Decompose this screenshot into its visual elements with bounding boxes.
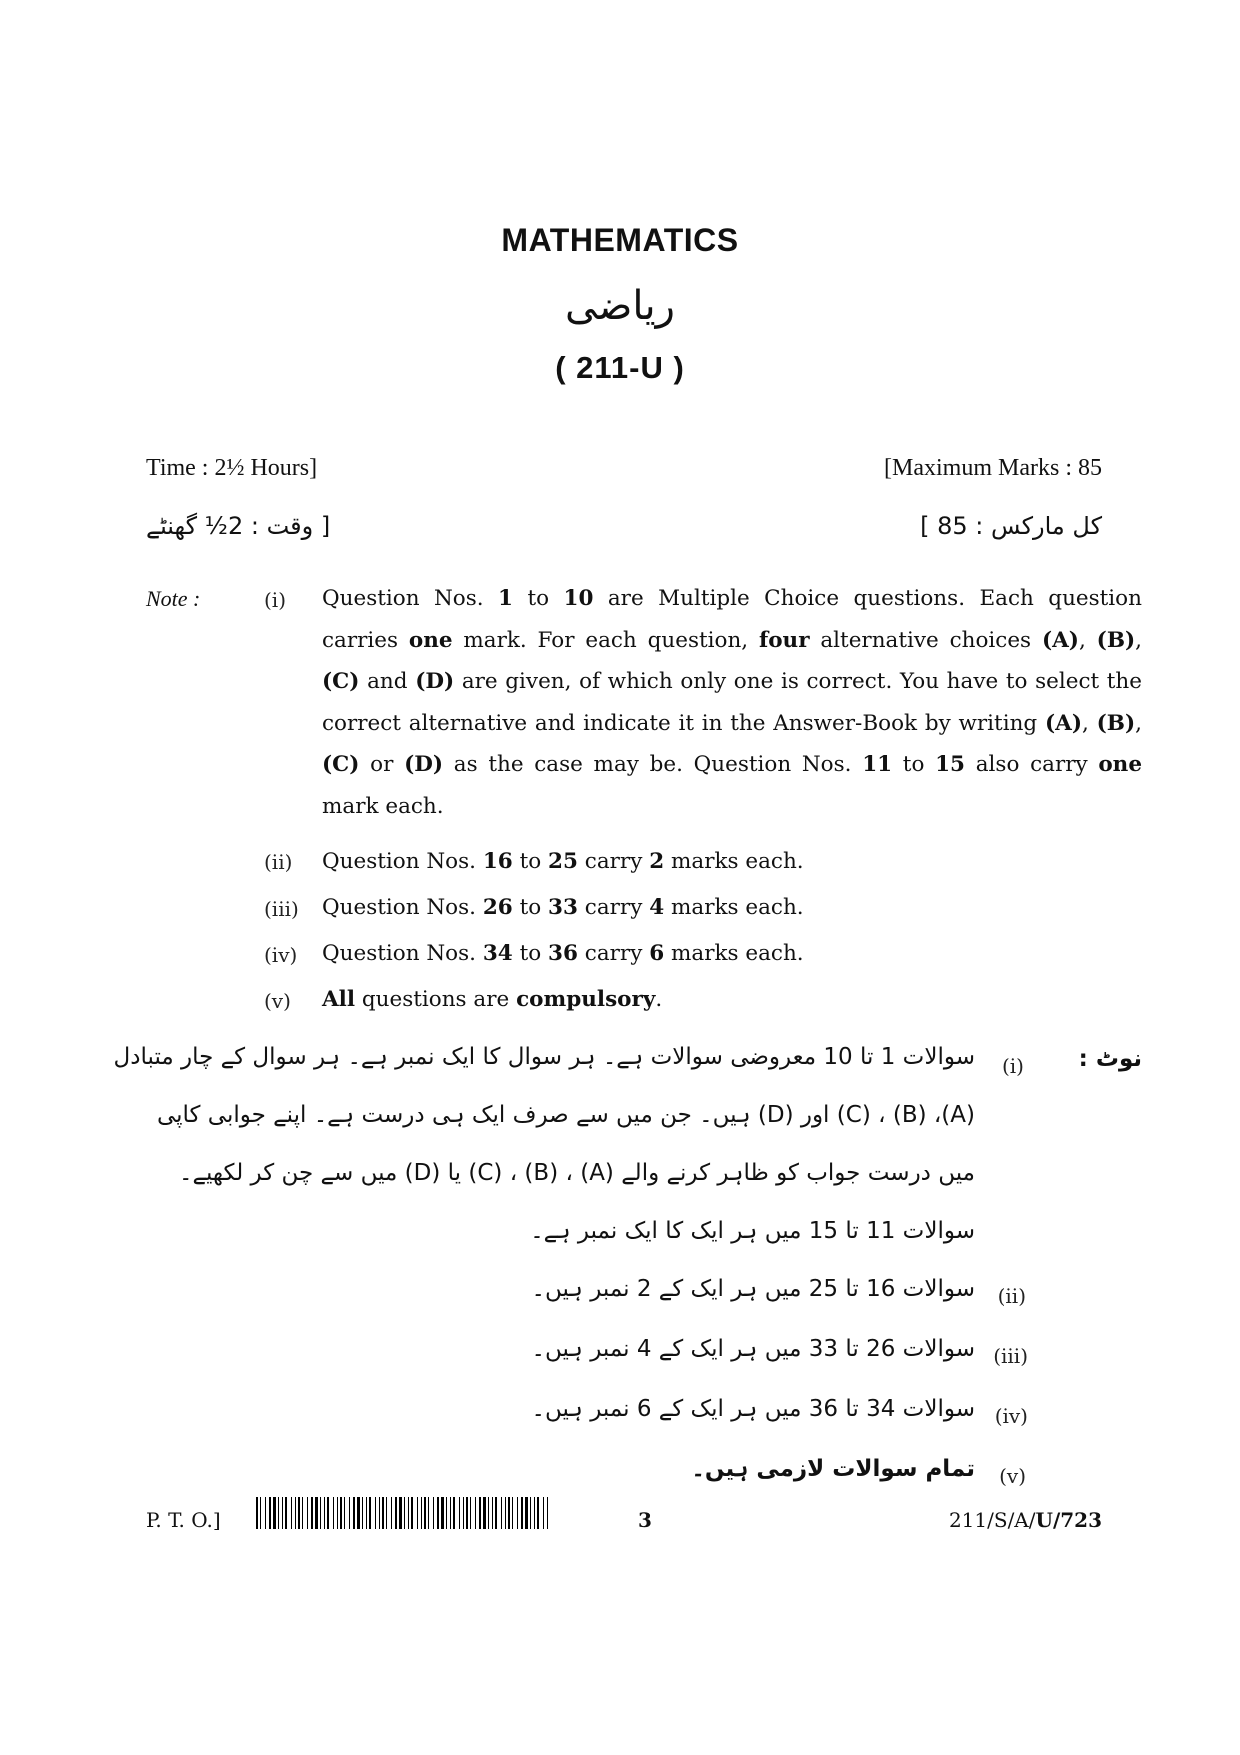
- barcode-bar: [315, 1497, 318, 1529]
- barcode-bar: [357, 1497, 360, 1529]
- barcode-bar: [375, 1497, 376, 1529]
- barcode-bar: [324, 1497, 325, 1529]
- urdu-note-line: سوالات 1 تا 10 معروضی سوالات ہے۔ ہر سوال کا ایک نمبر ہے۔ ہر سوال کے چار متبادل: [113, 1044, 975, 1070]
- pto-label: P. T. O.]: [146, 1508, 221, 1532]
- barcode-bar: [521, 1497, 523, 1529]
- note-label: Note :: [146, 586, 201, 611]
- barcode-bar: [417, 1497, 418, 1529]
- barcode-bar: [337, 1497, 338, 1529]
- barcode-bar: [459, 1497, 460, 1529]
- note-item-2: Question Nos. 16 to 25 carry 2 marks each.: [322, 849, 804, 874]
- barcode-bar: [453, 1497, 455, 1529]
- urdu-note-number: (i): [1001, 1054, 1024, 1078]
- barcode-bar: [463, 1497, 464, 1529]
- barcode-bar: [466, 1497, 468, 1529]
- note-item-3: Question Nos. 26 to 33 carry 4 marks each.: [322, 895, 804, 920]
- barcode-bar: [311, 1497, 313, 1529]
- barcode-bar: [543, 1497, 544, 1529]
- urdu-note-number: (ii): [997, 1284, 1026, 1308]
- barcode-bar: [508, 1497, 510, 1529]
- barcode: [256, 1497, 552, 1529]
- barcode-bar: [479, 1497, 481, 1529]
- maximum-marks-urdu: کل مارکس : 85 ]: [920, 512, 1102, 540]
- urdu-note-item-3: سوالات 26 تا 33 میں ہر ایک کے 4 نمبر ہیں۔: [531, 1336, 975, 1362]
- barcode-bar: [273, 1497, 276, 1529]
- note-number: (ii): [264, 850, 293, 874]
- barcode-bar: [295, 1497, 296, 1529]
- barcode-bar: [362, 1497, 363, 1529]
- barcode-bar: [382, 1497, 384, 1529]
- urdu-note-label: نوٹ :: [1078, 1046, 1142, 1072]
- barcode-bar: [366, 1497, 367, 1529]
- barcode-bar: [450, 1497, 451, 1529]
- barcode-bar: [340, 1497, 342, 1529]
- barcode-bar: [421, 1497, 422, 1529]
- barcode-bar: [269, 1497, 271, 1529]
- barcode-bar: [349, 1497, 350, 1529]
- barcode-bar: [369, 1497, 371, 1529]
- barcode-bar: [441, 1497, 444, 1529]
- barcode-bar: [395, 1497, 397, 1529]
- barcode-bar: [470, 1497, 471, 1529]
- barcode-bar: [512, 1497, 513, 1529]
- barcode-bar: [530, 1497, 531, 1529]
- barcode-bar: [344, 1497, 345, 1529]
- barcode-bar: [327, 1497, 329, 1529]
- barcode-bar: [285, 1497, 287, 1529]
- barcode-bar: [433, 1497, 434, 1529]
- page-title: MATHEMATICS: [501, 222, 739, 258]
- barcode-bar: [428, 1497, 429, 1529]
- barcode-bar: [488, 1497, 489, 1529]
- urdu-note-item-5: تمام سوالات لازمی ہیں۔: [691, 1456, 975, 1482]
- note-number: (i): [264, 588, 287, 612]
- urdu-title: ریاضی: [565, 283, 675, 329]
- urdu-note-number: (iv): [994, 1404, 1028, 1428]
- barcode-bar: [534, 1497, 535, 1529]
- barcode-bar: [386, 1497, 387, 1529]
- barcode-bar: [547, 1497, 548, 1529]
- subject-code: ( 211-U ): [555, 350, 685, 385]
- time-allowed-urdu: [ وقت : 2½ گھنٹے: [146, 512, 331, 540]
- urdu-note-line: (A)، (B) ، (C) اور (D) ہیں۔ جن میں سے صرف ایک ہی درست ہے۔ اپنے جوابی کاپی: [156, 1102, 975, 1128]
- urdu-note-line: میں درست جواب کو ظاہر کرنے والے (A) ، (B) ، (C) یا (D) میں سے چن کر لکھیے۔: [179, 1160, 975, 1186]
- barcode-bar: [278, 1497, 279, 1529]
- barcode-bar: [411, 1497, 413, 1529]
- barcode-bar: [483, 1497, 486, 1529]
- barcode-bar: [379, 1497, 380, 1529]
- barcode-bar: [391, 1497, 392, 1529]
- urdu-note-line: سوالات 11 تا 15 میں ہر ایک کا ایک نمبر ہے۔: [530, 1218, 975, 1244]
- barcode-bar: [265, 1497, 266, 1529]
- urdu-note-item-4: سوالات 34 تا 36 میں ہر ایک کے 6 نمبر ہیں۔: [531, 1396, 975, 1422]
- barcode-bar: [424, 1497, 426, 1529]
- paper-code: 211/S/A/U/723: [948, 1508, 1102, 1532]
- urdu-note-number: (v): [999, 1464, 1026, 1488]
- barcode-bar: [404, 1497, 405, 1529]
- note-number: (v): [264, 989, 291, 1013]
- note-number: (iii): [264, 897, 299, 921]
- barcode-bar: [505, 1497, 506, 1529]
- barcode-bar: [408, 1497, 409, 1529]
- note-item-1: Question Nos. 1 to 10 are Multiple Choice questions. Each question carries one mark. For each question, four alternative choices (A), (B), (C) and (D) are given, of which only one is correct. You have to select the correct alternative and indicate it in the Answer-Book by writing (A), (B), (C) or (D) as the case may be. Question Nos. 11 to 15 also carry one mark each.: [322, 586, 1143, 819]
- barcode-bar: [501, 1497, 502, 1529]
- maximum-marks: [Maximum Marks : 85: [884, 455, 1102, 481]
- barcode-bar: [495, 1497, 497, 1529]
- note-number: (iv): [264, 943, 298, 967]
- barcode-bar: [437, 1497, 439, 1529]
- barcode-bar: [399, 1497, 402, 1529]
- barcode-bar: [525, 1497, 528, 1529]
- urdu-note-item-2: سوالات 16 تا 25 میں ہر ایک کے 2 نمبر ہیں۔: [531, 1276, 975, 1302]
- barcode-bar: [333, 1497, 334, 1529]
- barcode-bar: [282, 1497, 283, 1529]
- barcode-bar: [320, 1497, 321, 1529]
- barcode-bar: [307, 1497, 308, 1529]
- barcode-bar: [537, 1497, 539, 1529]
- barcode-bar: [291, 1497, 292, 1529]
- barcode-bar: [260, 1497, 261, 1529]
- time-allowed: Time : 2½ Hours]: [146, 455, 318, 481]
- barcode-bar: [302, 1497, 303, 1529]
- barcode-bar: [298, 1497, 300, 1529]
- barcode-bar: [492, 1497, 493, 1529]
- barcode-bar: [446, 1497, 447, 1529]
- note-item-5: All questions are compulsory.: [322, 987, 663, 1012]
- barcode-bar: [353, 1497, 355, 1529]
- page-number: 3: [638, 1508, 652, 1532]
- barcode-bar: [517, 1497, 518, 1529]
- note-item-4: Question Nos. 34 to 36 carry 6 marks each.: [322, 941, 804, 966]
- barcode-bar: [475, 1497, 476, 1529]
- barcode-bar: [256, 1497, 258, 1529]
- urdu-note-number: (iii): [993, 1344, 1028, 1368]
